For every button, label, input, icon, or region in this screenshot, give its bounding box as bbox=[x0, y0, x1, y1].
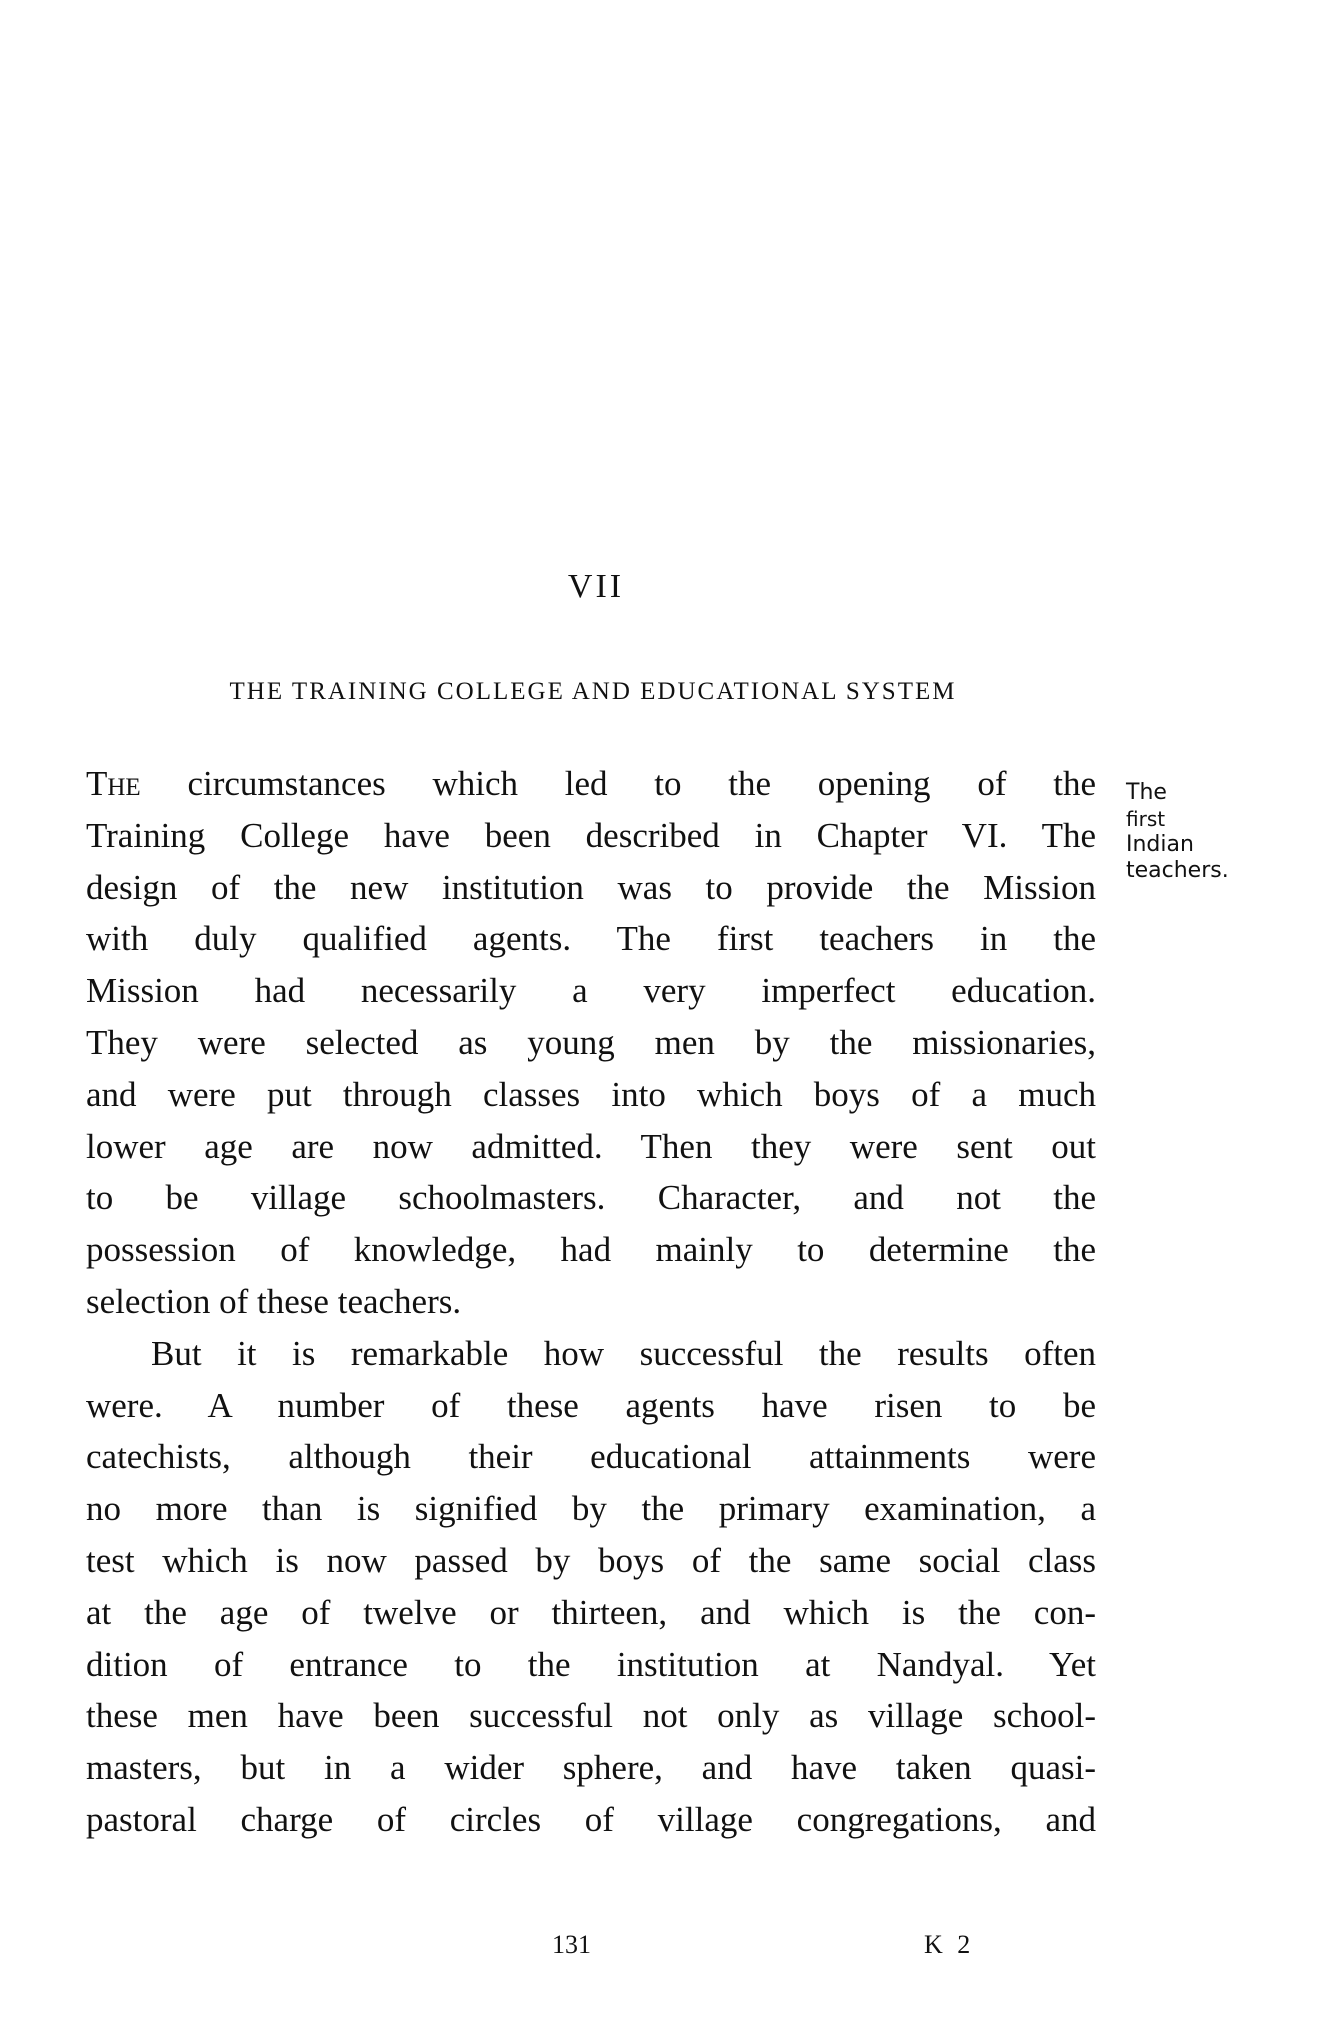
body-text bbox=[86, 758, 1096, 1846]
text-line: possession of knowledge, had mainly to determine the bbox=[86, 1230, 1096, 1270]
margin-note-line: first bbox=[1126, 807, 1166, 831]
text-line: no more than is signified by the primary examination, a bbox=[86, 1489, 1096, 1529]
margin-note-line: The bbox=[1126, 780, 1167, 805]
text-line: Training College have been described in Chapter VI. The bbox=[86, 815, 1096, 855]
text-line: to be village schoolmasters. Character, and not the bbox=[86, 1178, 1096, 1218]
text-line: design of the new institution was to provide the Mission bbox=[86, 867, 1096, 907]
text-line: and were put through classes into which boys of a much bbox=[86, 1074, 1096, 1114]
opening-word: The bbox=[86, 764, 141, 803]
text-line: lower age are now admitted. Then they were sent out bbox=[86, 1126, 1096, 1166]
text-line: test which is now passed by boys of the same social class bbox=[86, 1540, 1096, 1580]
text-line: They were selected as young men by the missionaries, bbox=[86, 1022, 1096, 1062]
text-line: were. A number of these agents have risen to be bbox=[86, 1385, 1096, 1425]
paragraph-1 bbox=[86, 758, 1096, 1328]
chapter-title: THE TRAINING COLLEGE AND EDUCATIONAL SYSTEM bbox=[229, 678, 957, 705]
text-line: masters, but in a wider sphere, and have taken quasi- bbox=[86, 1748, 1096, 1788]
signature-mark: K 2 bbox=[924, 1930, 975, 1959]
margin-note-line: teachers. bbox=[1126, 858, 1229, 883]
text-line: But it is remarkable how successful the results often bbox=[151, 1333, 1096, 1373]
text-line: these men have been successful not only as village school- bbox=[86, 1696, 1096, 1736]
paragraph-2 bbox=[86, 1328, 1096, 1846]
margin-note bbox=[1126, 780, 1286, 884]
text-line-rest: circumstances which led to the opening of the bbox=[140, 764, 1096, 803]
text-line: dition of entrance to the institution at Nandyal. Yet bbox=[86, 1644, 1096, 1684]
text-line: Mission had necessarily a very imperfect education. bbox=[86, 971, 1096, 1011]
text-line: with duly qualified agents. The first teachers in the bbox=[86, 919, 1096, 959]
text-line: pastoral charge of circles of village congregations, and bbox=[86, 1799, 1096, 1839]
margin-note-line: Indian bbox=[1126, 832, 1194, 857]
page-number: 131 bbox=[552, 1930, 591, 1959]
text-line: at the age of twelve or thirteen, and which is the con- bbox=[86, 1592, 1096, 1632]
text-line: selection of these teachers. bbox=[86, 1281, 462, 1321]
chapter-number: VII bbox=[567, 568, 625, 605]
text-line bbox=[86, 758, 1096, 810]
text-line: catechists, although their educational attainments were bbox=[86, 1437, 1096, 1477]
